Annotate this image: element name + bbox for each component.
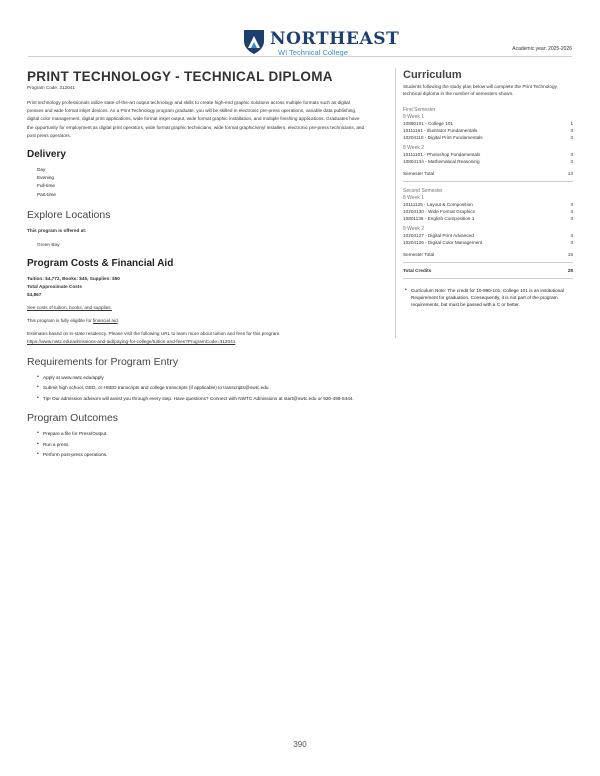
location-item: Green Bay [37, 241, 60, 247]
semester-total-value: 15 [567, 252, 573, 257]
semester-total-label: Semester Total [403, 171, 435, 176]
estimates-text: Estimates based on in-state residency. Please visit the following URL to learn more about tuition and fees for this program. [27, 330, 281, 336]
semester-total-value: 13 [567, 171, 573, 176]
offered-at-label: This program is offered at: [27, 227, 87, 233]
divider [403, 262, 573, 263]
block-label: 8 Week 2 [403, 145, 425, 151]
total-credits-row [403, 267, 573, 274]
academic-year: Academic year: 2025-2026 [512, 46, 572, 52]
list-item: • Perform post-press operations. [37, 451, 384, 459]
note-list [403, 287, 573, 309]
column-divider [395, 68, 396, 338]
delivery-list [37, 166, 384, 199]
list-item: • Run a press. [37, 441, 384, 449]
outcomes-heading: Program Outcomes [27, 412, 119, 425]
course-row [403, 134, 573, 141]
see-costs-link[interactable]: See costs of tuition, books, and supplies. [27, 304, 112, 310]
financial-aid-link[interactable]: financial aid [92, 317, 118, 323]
course-credits: 3 [570, 240, 573, 245]
course-name: 10204126 - Digital Color Management [403, 240, 483, 245]
course-credits: 3 [570, 202, 573, 207]
course-row [403, 215, 573, 222]
course-credits: 3 [570, 159, 573, 164]
program-details [27, 70, 384, 462]
program-code: Program Code: 312041 [27, 85, 75, 90]
divider [403, 278, 573, 279]
financial-aid-line: This program is fully eligible for financial aid. [27, 317, 119, 323]
semester-name: First Semester [403, 107, 436, 113]
delivery-item: Day [37, 167, 46, 173]
delivery-heading: Delivery [27, 149, 66, 161]
course-name: 10204110 - Digital Print Fundamentals [403, 135, 483, 140]
total-costs-value: $4,867 [27, 291, 42, 297]
semester-total-row [403, 251, 573, 258]
list-item: • Curriculum Note: The credit for 10-890-101, College 101 is an institutional Requirement for graduation. Consequently, it is not part of the program requirements, but must be passed with a C or better. [405, 287, 573, 309]
course-credits: 3 [570, 152, 573, 157]
course-name: 10204127 - Digital Print Advanced [403, 233, 474, 238]
curriculum-note [403, 287, 573, 309]
semester-total-label: Semester Total [403, 252, 435, 257]
course-credits: 3 [570, 233, 573, 238]
course-row [403, 208, 573, 215]
course-credits: 3 [570, 128, 573, 133]
course-row [403, 239, 573, 246]
tuition-url-link[interactable]: https://www.nwtc.edu/admissions-and-aid/paying-for-college/tuition-and-fees?ProgramCode=312041 [27, 338, 236, 344]
curriculum-heading: Curriculum [403, 69, 462, 81]
curriculum-panel [403, 69, 573, 312]
course-row [403, 151, 573, 158]
page-number: 390 [293, 740, 307, 749]
course-name: 10801136 - English Composition 1 [403, 216, 475, 221]
course-row [403, 120, 573, 127]
course-name: 10804134 - Mathematical Reasoning [403, 159, 480, 164]
course-name: 10111161 - Illustrator Fundamentals [403, 128, 478, 133]
program-description: Print technology professionals utilize state-of-the-art output technology and skills to create high-end graphic solutions across multiple formats such as digital presses and wide format inkjet devices. As a Print Technology program graduate, you will be skilled in electronic pre-press operations, variable data publishing, digital color management, digital print applications, wide format inkjet output, wide format graphic installation, and multiple finishing applications. Graduates have the opportunity for employment as digital print operators, wide format graphic technicians, wide format graphic/vinyl installers, electronic pre-press technicians, and post press operators. [27, 100, 365, 138]
tuition-line: Tuition: $4,772, Books: $45, Supplies: $50 [27, 275, 120, 281]
course-row [403, 158, 573, 165]
delivery-item: Full-time [37, 183, 55, 189]
list-item: • Prepare a file for Press/Output. [37, 430, 384, 438]
outcomes-list [27, 430, 384, 459]
course-row [403, 127, 573, 134]
delivery-item: Part-time [37, 191, 57, 197]
course-credits: 3 [570, 209, 573, 214]
course-name: 10204130 - Wide Format Graphics [403, 209, 475, 214]
semester-total-row [403, 170, 573, 177]
block-label: 8 Week 2 [403, 226, 425, 232]
course-row [403, 201, 573, 208]
requirements-list [27, 374, 384, 403]
total-credits-label: Total Credits [403, 268, 432, 273]
block-label: 8 Week 1 [403, 114, 425, 120]
total-costs-label: Total Approximate Costs [27, 283, 82, 289]
college-logo [242, 28, 400, 57]
semester-name: Second Semester [403, 188, 443, 194]
delivery-item: Evening [37, 175, 54, 181]
course-credits: 1 [570, 121, 573, 126]
shield-logo-icon [242, 28, 266, 56]
course-credits: 3 [570, 135, 573, 140]
explore-heading: Explore Locations [27, 208, 111, 221]
total-credits-value: 28 [567, 268, 573, 273]
course-credits: 3 [570, 216, 573, 221]
list-item: • Apply at www.nwtc.edu/apply [37, 374, 384, 382]
program-title: PRINT TECHNOLOGY - TECHNICAL DIPLOMA [27, 69, 333, 84]
course-name: 10890101 - College 101 [403, 121, 454, 126]
logo-name: NORTHEAST [270, 29, 400, 49]
divider [403, 181, 573, 182]
curriculum-intro: Students following the study plan below will complete the Print Technology technical diploma in the number of semesters shown. [403, 84, 557, 96]
list-item: • Submit high school, GED, or HSED transcripts and college transcripts (if applicable) to transcripts@nwtc.edu [37, 384, 384, 392]
logo-subtitle: WI Technical College [278, 48, 348, 57]
requirements-heading: Requirements for Program Entry [27, 355, 179, 368]
eligible-text: This program is fully eligible for [27, 317, 93, 323]
block-label: 8 Week 1 [403, 195, 425, 201]
costs-heading: Program Costs & Financial Aid [27, 257, 174, 269]
course-name: 10111125 - Layout & Composition [403, 202, 473, 207]
course-name: 10111101 - Photoshop Fundamentals [403, 152, 481, 157]
list-item: • Tip! Our admission advisors will assist you through every step. Have questions? Connect with NWTC Admissions at start@nwtc.edu or 920-498-5444. [37, 395, 384, 403]
header-divider [28, 56, 572, 57]
course-row [403, 232, 573, 239]
